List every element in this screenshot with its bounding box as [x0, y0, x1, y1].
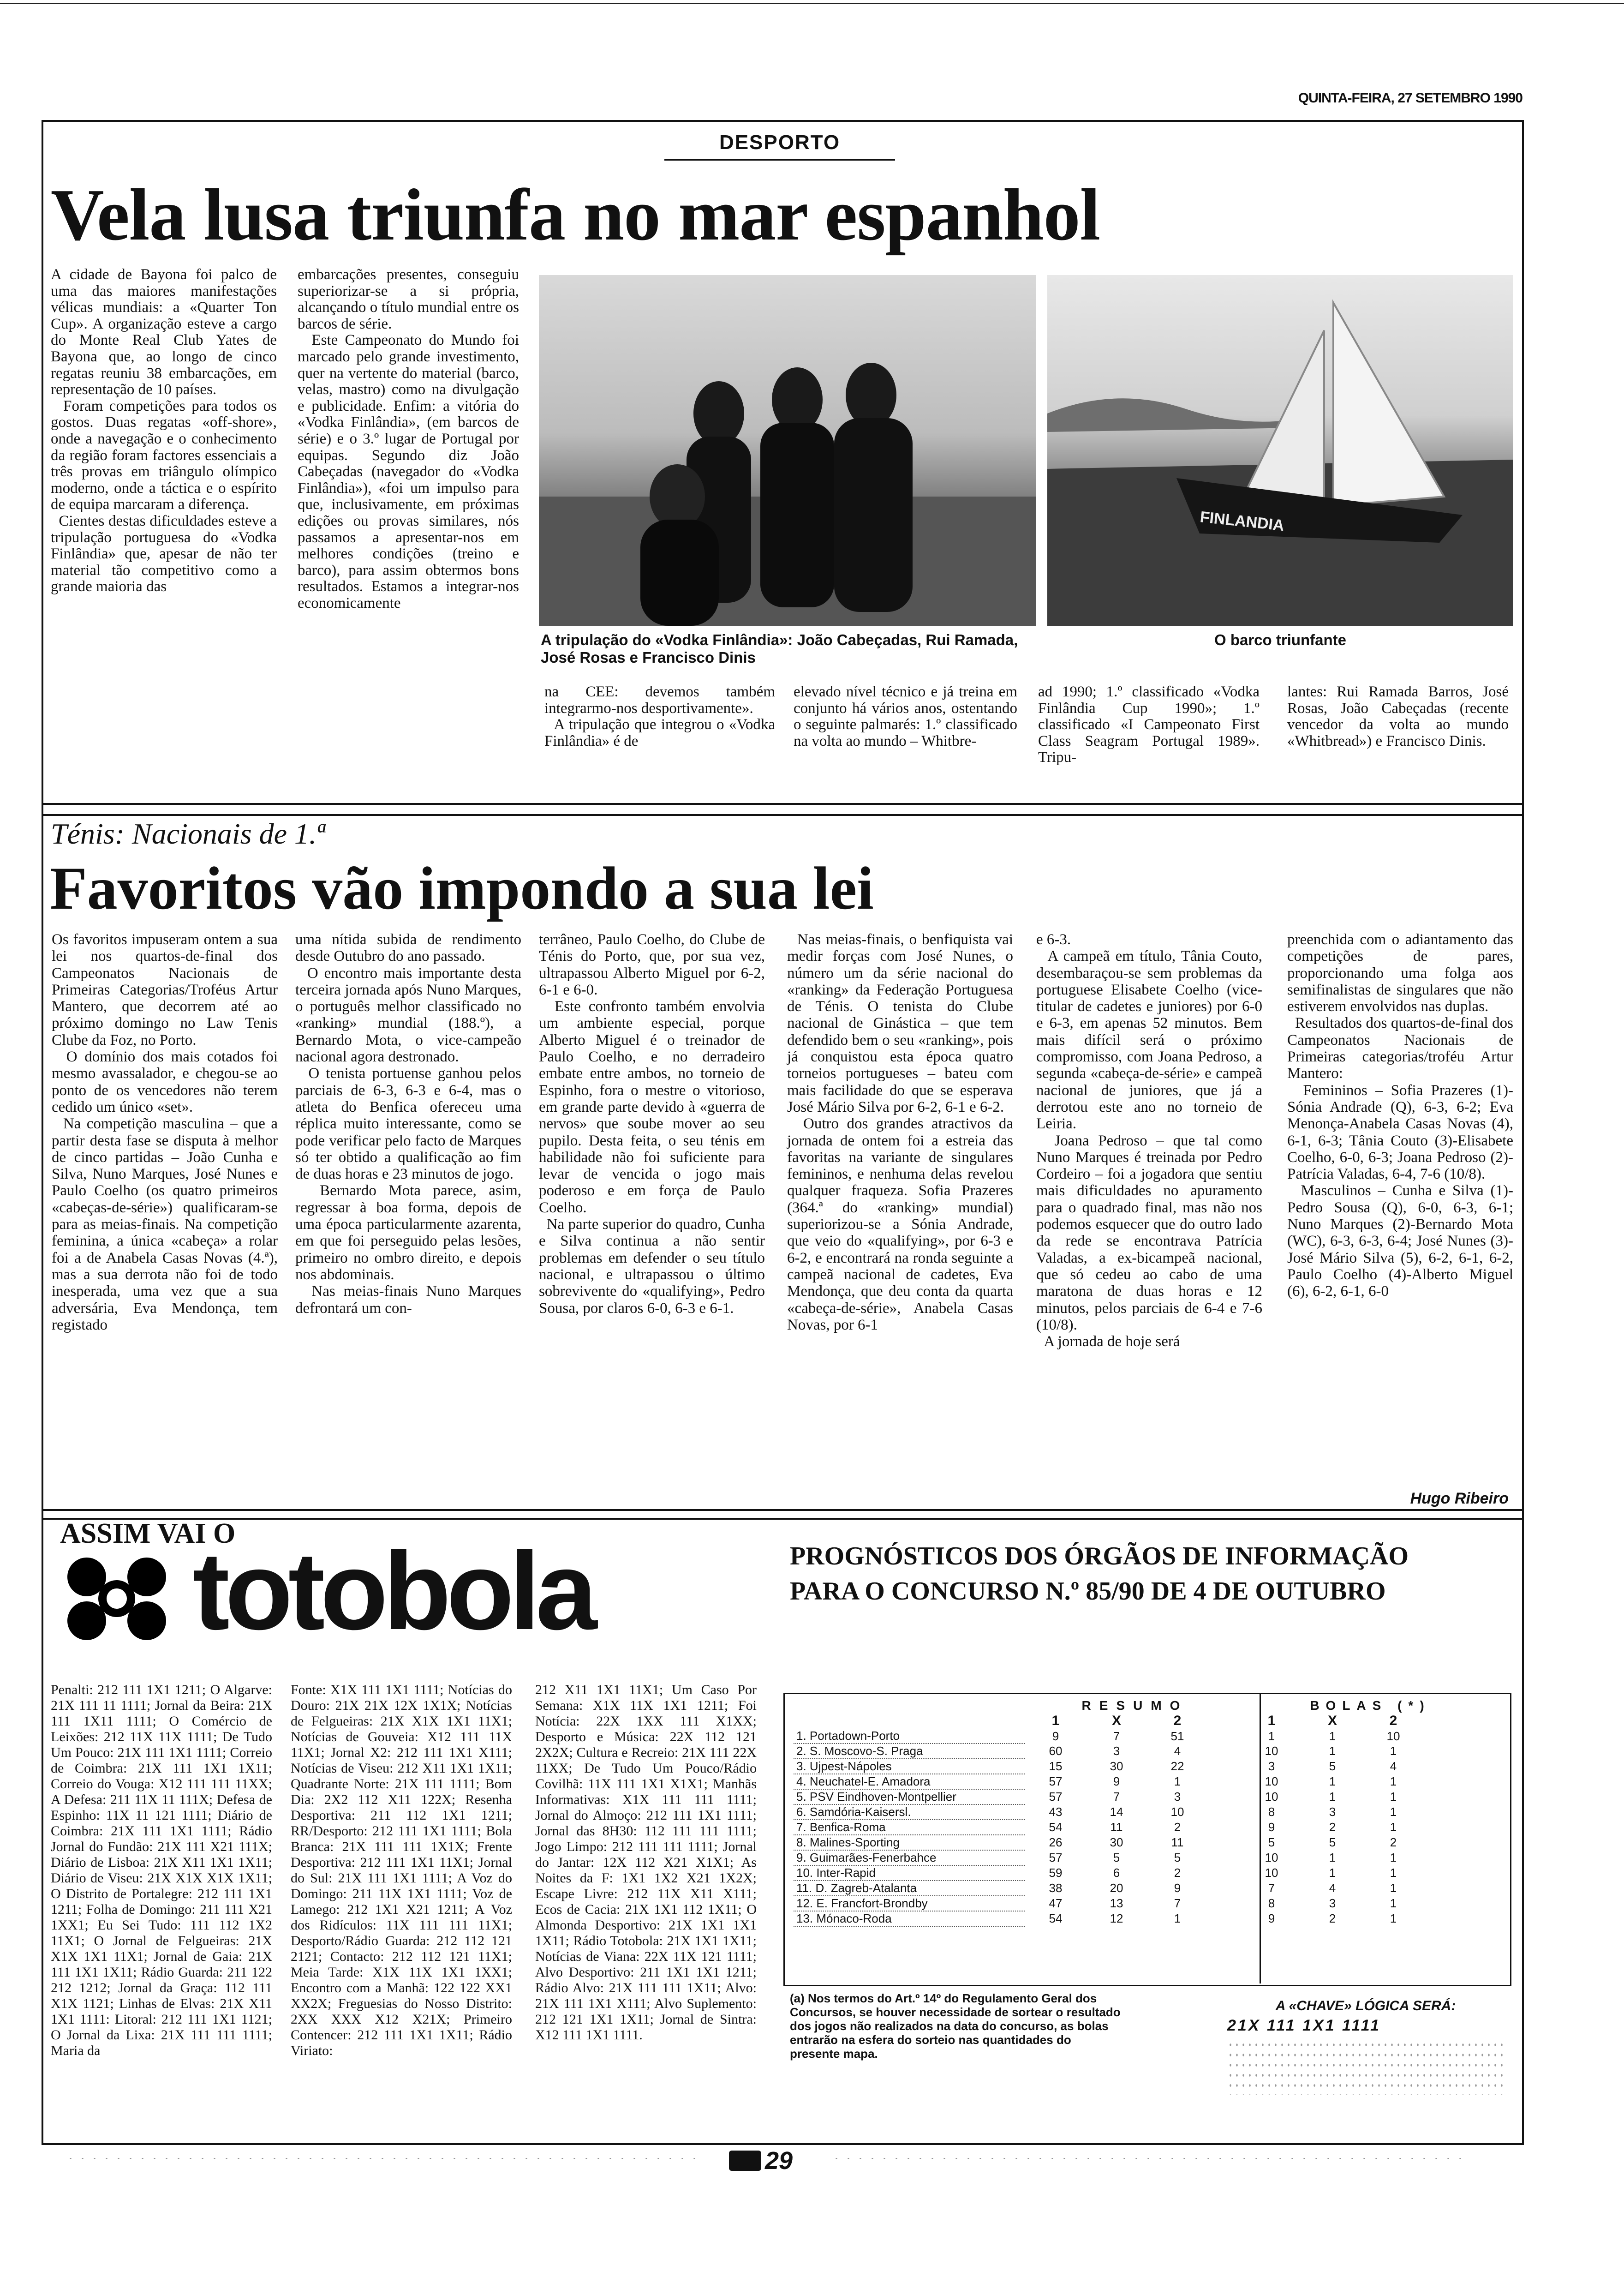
bolas-col-header: 2	[1389, 1713, 1397, 1728]
footer-dots-left	[65, 2156, 701, 2161]
resumo-value: 59	[1049, 1866, 1063, 1880]
totobola-wordmark: totobola	[193, 1529, 593, 1653]
bolas-value: 1	[1390, 1774, 1397, 1788]
bolas-value: 7	[1268, 1881, 1275, 1895]
bolas-value: 2	[1390, 1835, 1397, 1849]
game-row	[794, 1789, 1424, 1804]
bolas-value: 3	[1329, 1805, 1336, 1819]
results-spacer	[1208, 1759, 1241, 1774]
resumo-label: RESUMO	[1081, 1698, 1188, 1713]
resumo-value: 2	[1174, 1866, 1181, 1880]
bolas-col-header: X	[1327, 1713, 1337, 1728]
resumo-value: 38	[1049, 1881, 1063, 1895]
resumo-value: 6	[1113, 1866, 1120, 1880]
resumo-value: 60	[1049, 1744, 1063, 1758]
bolas-value: 1	[1268, 1729, 1275, 1743]
resumo-value: 1	[1174, 1911, 1181, 1925]
resumo-value: 30	[1110, 1835, 1123, 1849]
bolas-value: 1	[1390, 1911, 1397, 1925]
resumo-value: 54	[1049, 1820, 1063, 1834]
results-spacer	[1208, 1835, 1241, 1850]
bolas-value: 1	[1329, 1790, 1336, 1804]
resumo-value: 10	[1170, 1805, 1184, 1819]
bolas-label: BOLAS (*)	[1310, 1698, 1431, 1713]
resumo-value: 7	[1174, 1896, 1181, 1910]
resumo-value: 57	[1049, 1851, 1063, 1864]
footnote-box	[790, 1991, 1122, 2111]
results-spacer	[1208, 1850, 1241, 1865]
resumo-col-header: 2	[1173, 1713, 1182, 1728]
game-row	[794, 1850, 1424, 1865]
tennis-kicker: Ténis: Nacionais de 1.ª	[51, 817, 325, 850]
bolas-value: 1	[1329, 1851, 1336, 1864]
sailing-col-4: elevado nível técnico e já treina em conjunto há vários anos, ostentando o seguinte palmarés: 1.º classificado na volta ao mundo – Whitbre-	[794, 683, 1021, 749]
bolas-value: 2	[1329, 1911, 1336, 1925]
resumo-value: 51	[1170, 1729, 1184, 1743]
chave-value: 21X 111 1X1 1111	[1227, 2017, 1381, 2034]
bolas-value: 10	[1265, 1790, 1278, 1804]
sailing-col-1: A cidade de Bayona foi palco de uma das maiores manifestações vélicas mundiais: a «Quarter Ton Cup». A organização esteve a cargo do Monte Real Club Yates de Bayona que, ao longo de cinco regatas reuniu 38 embarcações, em representação de 10 países. Foram competições para todos os gostos. Duas regatas «off-shore», onde a navegação e o conhecimento da região foram factores essenciais a três provas em triângulo olímpico moderno, onde a táctica e o espírito de equipa marcaram a diferença. Cientes destas dificuldades esteve a tripulação portuguesa do «Vodka Finlândia» que, apesar de não ter material tão competitivo como a grande maioria das	[51, 266, 277, 595]
results-spacer	[1208, 1804, 1241, 1820]
resumo-value: 1	[1174, 1774, 1181, 1788]
resumo-value: 20	[1110, 1881, 1123, 1895]
bolas-value: 3	[1329, 1896, 1336, 1910]
game-row	[794, 1896, 1424, 1911]
resumo-value: 7	[1113, 1790, 1120, 1804]
tennis-col-2: uma nítida subida de rendimento desde Outubro do ano passado. O encontro mais importante desta terceira jornada após Nuno Marques, o português melhor classificado no «ranking» mundial (188.º), a Bernardo Mota, o vice-campeão nacional agora destronado. O tenista portuense ganhou pelos parciais de 6-3, 6-3 e 6-4, mas o atleta do Benfica ofereceu uma réplica muito interessante, como se pode verificar pelo facto de Marques só ter obtido a qualificação ao fim de duas horas e 23 minutos de jogo. Bernardo Mota parece, asim, regressar à boa forma, depois de uma época particularmente azarenta, em que foi perseguido pelas lesões, primeiro no ombro direito, e depois nos abdominais. Nas meias-finais Nuno Marques defrontará um con-	[295, 931, 521, 1317]
boat-hull-text: FINLANDIA	[1199, 508, 1285, 535]
game-row	[794, 1820, 1424, 1835]
game-label: 12. E. Francfort-Brondby	[794, 1896, 1025, 1911]
tennis-col-3: terrâneo, Paulo Coelho, do Clube de Ténis do Porto, que, por sua vez, ultrapassou Alberto Miguel por 6-2, 6-1 e 6-0. Este confronto também envolvia um ambiente especial, porque Alberto Miguel é o treinador de Paulo Coelho, e no derradeiro embate entre ambos, no torneio de Espinho, fora o mestre o vitorioso, em grande parte devido à «guerra de nervos» que soube mover ao seu pupilo. Desta feita, o seu ténis em habilidade não foi suficiente para levar de vencida o jogo mais poderoso e em força de Paulo Coelho. Na parte superior do quadro, Cunha e Silva continua a não sentir problemas em defender o seu título nacional, e ultrapassou o último sobrevivente do «qualifying», Pedro Sousa, por claros 6-0, 6-3 e 6-1.	[539, 931, 765, 1317]
results-header-blank	[794, 1713, 1025, 1729]
game-label: 3. Ujpest-Nápoles	[794, 1759, 1025, 1774]
game-row	[794, 1804, 1424, 1820]
bolas-value: 10	[1265, 1866, 1278, 1880]
issue-date: QUINTA-FEIRA, 27 SETEMBRO 1990	[1298, 90, 1522, 106]
resumo-value: 9	[1113, 1774, 1120, 1788]
predictions-col-3: 212 X11 1X1 11X1; Um Caso Por Semana: X1X 11X 1X1 1211; Foi Notícia: 22X 1XX 111 X1XX; Desporto e Música: 22X 112 121 2X2X; Cultura e Recreio: 21X 111 22X 11XX; De Tudo Um Pouco/Rádio Covilhã: 11X 111 1X1 X1X1; Manhãs Informativas: X1X 111 111 1111; Jornal do Almoço: 212 111 1X1 1111; Jornal das 8H30: 112 111 111 1111; Jogo Limpo: 212 111 111 1111; Jornal do Jantar: 12X 112 X21 X1X1; As Noites da F: 1X1 1X2 X21 1X2X; Escape Livre: 212 11X X11 X111; Ecos de Cacia: 21X 1X1 112 1X11; O Almonda Desportivo: 21X 1X1 1X1 1X11; Rádio Totobola: 21X 1X1 1X11; Notícias de Viana: 22X 11X 121 1111; Alvo Desportivo: 211 1X1 1X1 1211; Rádio Alvo: 21X 111 111 1X11; Alvo: 21X 111 1X1 X111; Alvo Suplemento: 212 121 1X1 1X11; Jornal de Sintra: X12 111 1X1 1111.	[535, 1682, 760, 2043]
results-header-row	[794, 1713, 1424, 1729]
bolas-value: 4	[1329, 1881, 1336, 1895]
game-label: 11. D. Zagreb-Atalanta	[794, 1881, 1025, 1896]
bolas-value: 1	[1390, 1896, 1397, 1910]
boat-photo	[1047, 275, 1513, 626]
chave-dots	[1227, 2040, 1504, 2095]
results-spacer	[1208, 1881, 1241, 1896]
game-label: 13. Mónaco-Roda	[794, 1911, 1025, 1926]
results-spacer	[1208, 1820, 1241, 1835]
section-label: DESPORTO	[664, 131, 895, 161]
ball-logo-icon	[54, 1552, 202, 1644]
bolas-value: 9	[1268, 1820, 1275, 1834]
resumo-value: 57	[1049, 1790, 1063, 1804]
game-label: 5. PSV Eindhoven-Montpellier	[794, 1789, 1025, 1804]
results-spacer	[1208, 1911, 1241, 1926]
results-spacer	[1208, 1789, 1241, 1804]
game-label: 1. Portadown-Porto	[794, 1729, 1025, 1744]
resumo-value: 9	[1174, 1881, 1181, 1895]
resumo-value: 22	[1170, 1759, 1184, 1773]
bolas-value: 5	[1329, 1759, 1336, 1773]
tennis-col-1: Os favoritos impuseram ontem a sua lei nos quartos-de-final dos Campeonatos Nacionais de Primeiras Categorias/Troféus Artur Mantero, que decorrem até ao próximo domingo no Law Tenis Clube da Foz, no Porto. O domínio dos mais cotados foi mesmo avassalador, e chegou-se ao ponto de os vencedores não terem cedido um único «set». Na competição masculina – que a partir desta fase se disputa à melhor de cinco partidas – João Cunha e Silva, Nuno Marques, José Nunes e Paulo Coelho (os quatro primeiros «cabeças-de-série») qualificaram-se para as meias-finais. Na competição feminina, a única «cabeça» a rolar foi a de Anabela Casas Novas (4.ª), mas a sua derrota não foi de todo inesperada, uma vez que a sua adversária, Eva Mendonça, tem registado	[52, 931, 278, 1333]
bolas-value: 5	[1268, 1835, 1275, 1849]
predictions-heading-1: PROGNÓSTICOS DOS ÓRGÃOS DE INFORMAÇÃO	[790, 1542, 1409, 1570]
bolas-value: 1	[1390, 1744, 1397, 1758]
resumo-value: 2	[1174, 1820, 1181, 1834]
game-row	[794, 1729, 1424, 1744]
game-row	[794, 1744, 1424, 1759]
results-spacer	[1208, 1744, 1241, 1759]
resumo-value: 14	[1110, 1805, 1123, 1819]
results-spacer	[1208, 1774, 1241, 1789]
game-label: 6. Samdória-Kaisersl.	[794, 1804, 1025, 1820]
chave-label: A «CHAVE» LÓGICA SERÁ:	[1275, 1998, 1456, 2013]
bolas-value: 4	[1390, 1759, 1397, 1773]
resumo-value: 15	[1049, 1759, 1063, 1773]
top-rule	[0, 3, 1624, 4]
resumo-value: 9	[1052, 1729, 1059, 1743]
game-label: 4. Neuchatel-E. Amadora	[794, 1774, 1025, 1789]
tennis-col-4: Nas meias-finais, o benfiquista vai medir forças com José Nunes, o número um da série nacional do «ranking» da Federação Portuguesa de Ténis. O tenista do Clube nacional de Ginástica – que tem defendido bem o seu «ranking», pois já conquistou esta época quatro torneios portugueses – bateu com mais facilidade do que se esperava José Mário Silva por 6-2, 6-1 e 6-2. Outro dos grandes atractivos da jornada de ontem foi a estreia das favoritas na variante de singulares femininos, e nenhuma delas revelou qualquer fraqueza. Sofia Prazeres (364.ª do «ranking» mundial) superiorizou-se a Sónia Andrade, que veio do «qualifying», por 6-3 e 6-2, e encontrará na ronda seguinte a campeã nacional de cadetes, Eva Mendonça, que deu conta da quarta «cabeça-de-série», Anabela Casas Novas, por 6-1	[787, 931, 1014, 1333]
resumo-value: 5	[1174, 1851, 1181, 1864]
game-label: 10. Inter-Rapid	[794, 1865, 1025, 1881]
resumo-col-header: 1	[1051, 1713, 1060, 1728]
sailing-col-6: lantes: Rui Ramada Barros, José Rosas, João Cabeçadas (recente vencedor da volta ao mundo «Whitbread») e Francisco Dinis.	[1287, 683, 1513, 749]
game-row	[794, 1865, 1424, 1881]
results-spacer	[1208, 1729, 1241, 1744]
bolas-value: 1	[1390, 1790, 1397, 1804]
sailing-col-5: ad 1990; 1.º classificado «Vodka Finlândia Cup 1990»; 1.º classificado «I Campeonato First Class Seagram Portugal 1989». Tripu-	[1038, 683, 1264, 766]
bolas-value: 10	[1265, 1774, 1278, 1788]
game-row	[794, 1774, 1424, 1789]
bolas-value: 1	[1390, 1881, 1397, 1895]
tennis-headline: Favoritos vão impondo a sua lei	[50, 854, 874, 922]
page-number-logo	[729, 2147, 807, 2175]
resumo-value: 13	[1110, 1896, 1123, 1910]
resumo-value: 54	[1049, 1911, 1063, 1925]
bolas-value: 1	[1329, 1774, 1336, 1788]
bolas-value: 8	[1268, 1896, 1275, 1910]
resumo-value: 3	[1113, 1744, 1120, 1758]
bolas-value: 10	[1386, 1729, 1400, 1743]
sailing-col-2: embarcações presentes, conseguiu superiorizar-se a si própria, alcançando o título mundial entre os barcos de série. Este Campeonato do Mundo foi marcado pelo grande investimento, quer na vertente do material (barco, velas, mastro) como na divulgação e publicidade. Enfim: a vitória do «Vodka Finlândia», (em barcos de série) e o 3.º lugar de Portugal por equipas. Segundo diz João Cabeçadas (navegador do «Vodka Finlândia»), «foi um impulso para que, inclusivamente, em próximas edições ou provas similares, nós passamos a apresentar-nos em melhores condições (treino e barco), para assim obtermos bons resultados. Estamos a integrar-nos economicamente	[298, 266, 519, 611]
tennis-col-5: e 6-3. A campeã em título, Tânia Couto, desembaraçou-se sem problemas da portuguese Elisabete Coelho (vice-titular de cadetes e juniores) por 6-0 e 6-3, em apenas 52 minutos. Bem mais difícil será o próximo compromisso, com Joana Pedroso, a segunda «cabeça-de-série» e campeã nacional de juniores, que já a derrotou este ano no torneio de Leiria. Joana Pedroso – que tal como Nuno Marques é treinada por Pedro Cordeiro – foi a jogadora que sentiu mais dificuldades no apuramento para o quadrado final, mas não nos podemos esquecer que do outro lado da rede se encontrava Patrícia Valadas, a ex-bicampeã nacional, que só cedeu ao cabo de uma maratona de duas horas e 12 minutos, pelos parciais de 6-4 e 7-6 (10/8). A jornada de hoje será	[1036, 931, 1262, 1350]
resumo-value: 57	[1049, 1774, 1063, 1788]
bolas-value: 1	[1390, 1851, 1397, 1864]
resumo-value: 11	[1171, 1835, 1184, 1849]
predictions-heading-2: PARA O CONCURSO N.º 85/90 DE 4 DE OUTUBRO	[790, 1577, 1386, 1606]
resumo-value: 5	[1113, 1851, 1120, 1864]
resumo-value: 4	[1174, 1744, 1181, 1758]
bolas-value: 10	[1265, 1744, 1278, 1758]
resumo-value: 3	[1174, 1790, 1181, 1804]
resumo-value: 43	[1049, 1805, 1063, 1819]
resumo-value: 11	[1110, 1820, 1123, 1834]
resumo-value: 26	[1049, 1835, 1063, 1849]
page-number: 29	[765, 2147, 793, 2175]
bolas-value: 1	[1329, 1744, 1336, 1758]
footer-dots-right	[830, 2156, 1467, 2161]
tennis-col-6: preenchida com o adiantamento das competições de pares, proporcionando uma folga aos semifinalistas de singulares que não estiverem envolvidos nas duplas. Resultados dos quartos-de-final dos Campeonatos Nacionais de Primeiras categorias/troféu Artur Mantero: Femininos – Sofia Prazeres (1)-Sónia Andrade (Q), 6-3, 6-2; Eva Menonça-Anabela Casas Novas (4), 6-1, 6-3; Tânia Couto (3)-Elisabete Coelho, 6-0, 6-3; Joana Pedroso (2)-Patrícia Valadas, 6-4, 7-6 (10/8). Masculinos – Cunha e Silva (1)-Pedro Sousa (Q), 6-0, 6-3, 6-1; Nuno Marques (2)-Bernardo Mota (WC), 6-3, 6-3, 6-4; José Nunes (3)-José Mário Silva (5), 6-2, 6-1, 6-2, Paulo Coelho (4)-Alberto Miguel (6), 6-2, 6-1, 6-0	[1287, 931, 1513, 1300]
bolas-value: 1	[1390, 1866, 1397, 1880]
bolas-value: 5	[1329, 1835, 1336, 1849]
tennis-byline: Hugo Ribeiro	[1410, 1490, 1509, 1507]
bolas-value: 2	[1329, 1820, 1336, 1834]
sailing-headline: Vela lusa triunfa no mar espanhol	[51, 174, 1100, 256]
boat-photo-caption: O barco triunfante	[1214, 631, 1347, 648]
game-label: 9. Guimarães-Fenerbahce	[794, 1850, 1025, 1865]
sailing-col-3: na CEE: devemos também integrarmo-nos desportivamente». A tripulação que integrou o «Vodka Finlândia» é de	[544, 683, 776, 749]
footnote-text: (a) Nos termos do Art.º 14º do Regulamento Geral dos Concursos, se houver necessidade de sortear o resultado dos jogos não realizados na data do concurso, as bolas entrarão na esfera do sorteio nas quantidades do presente mapa.	[790, 1991, 1121, 2061]
bolas-value: 1	[1390, 1820, 1397, 1834]
game-row	[794, 1835, 1424, 1850]
predictions-col-1: Penalti: 212 111 1X1 1211; O Algarve: 21X 111 11 1111; Jornal da Beira: 21X 111 1X11 1111; O Comércio de Leixões: 212 11X 11X 1111; De Tudo Um Pouco: 21X 111 1X1 1111; Correio de Coimbra: 21X 111 1X1 1X11; Correio do Vouga: X12 111 111 11XX; A Defesa: 211 11X 11 111X; Defesa de Espinho: 11X 11 121 1111; Diário de Coimbra: 21X 111 1X1 1111; Rádio Jornal do Fundão: 21X 111 X21 111X; Diário de Lisboa: 21X X11 1X1 1X11; Diário de Viseu: 21X X1X X1X 1X11; O Distrito de Portalegre: 212 111 1X1 1211; Folha de Domingo: 211 111 X21 1XX1; Eu Sei Tudo: 111 112 1X2 11X1; O Jornal de Felgueiras: 21X X1X 1X1 11X1; Jornal de Gaia: 21X 111 1X1 1X11; Rádio Guarda: 211 122 212 1212; Jornal da Graça: 112 111 X1X 1121; Linhas de Elvas: 21X X11 1X1 1111: Litoral: 212 111 1X1 1121; O Jornal da Lixa: 21X 111 111 1111; Maria da	[51, 1682, 276, 2058]
resumo-value: 7	[1113, 1729, 1120, 1743]
bolas-value: 9	[1268, 1911, 1275, 1925]
predictions-col-2: Fonte: X1X 111 1X1 1111; Notícias do Douro: 21X 21X 12X 1X1X; Notícias de Felgueiras: 21X X1X 1X1 11X1; Notícias de Gouveia: X12 111 11X 11X1; Jornal X2: 212 111 1X1 X111; Notícias de Viseu: 212 X11 1X1 1X11; Quadrante Norte: 21X 111 1111; Bom Dia: 2X2 112 X11 122X; Resenha Desportiva: 211 112 1X1 1211; RR/Desporto: 212 111 1X1 1111; Bola Branca: 21X 111 111 1X1X; Frente Desportiva: 212 111 1X1 11X1; Jornal do Sul: 21X 111 1X1 1111; A Voz do Domingo: 211 11X 1X1 1111; Voz de Lamego: 212 1X1 X21 1211; A Voz dos Ridículos: 11X 111 111 11X1; Desporto/Rádio Guarda: 212 112 121 2121; Contacto: 212 112 121 11X1; Meia Tarde: X1X 11X 1X1 1XX1; Encontro com a Manhã: 122 122 XX1 XX2X; Freguesias do Nosso Distrito: 2XX XXX X12 X21X; Primeiro Contencer: 212 111 1X1 1X11; Rádio Viriato:	[291, 1682, 516, 2058]
bolas-value: 1	[1390, 1805, 1397, 1819]
game-label: 7. Benfica-Roma	[794, 1820, 1025, 1835]
results-table	[794, 1713, 1424, 1927]
bolas-value: 3	[1268, 1759, 1275, 1773]
resumo-value: 30	[1110, 1759, 1123, 1773]
results-spacer	[1208, 1865, 1241, 1881]
results-spacer	[1208, 1713, 1241, 1729]
totobola-assim-label: ASSIM VAI O	[60, 1518, 236, 1549]
crew-photo	[539, 275, 1036, 626]
results-spacer	[1208, 1896, 1241, 1911]
game-row	[794, 1759, 1424, 1774]
resumo-col-header: X	[1111, 1713, 1121, 1728]
resumo-value: 47	[1049, 1896, 1063, 1910]
game-label: 8. Malines-Sporting	[794, 1835, 1025, 1850]
bolas-col-header: 1	[1267, 1713, 1276, 1728]
bolas-value: 8	[1268, 1805, 1275, 1819]
bolas-value: 1	[1329, 1866, 1336, 1880]
game-row	[794, 1911, 1424, 1926]
game-row	[794, 1881, 1424, 1896]
crew-photo-caption: A tripulação do «Vodka Finlândia»: João Cabeçadas, Rui Ramada, José Rosas e Francisco Dinis	[541, 631, 1018, 666]
bolas-value: 1	[1329, 1729, 1336, 1743]
game-label: 2. S. Moscovo-S. Praga	[794, 1744, 1025, 1759]
bolas-value: 10	[1265, 1851, 1278, 1864]
resumo-value: 12	[1110, 1911, 1123, 1925]
